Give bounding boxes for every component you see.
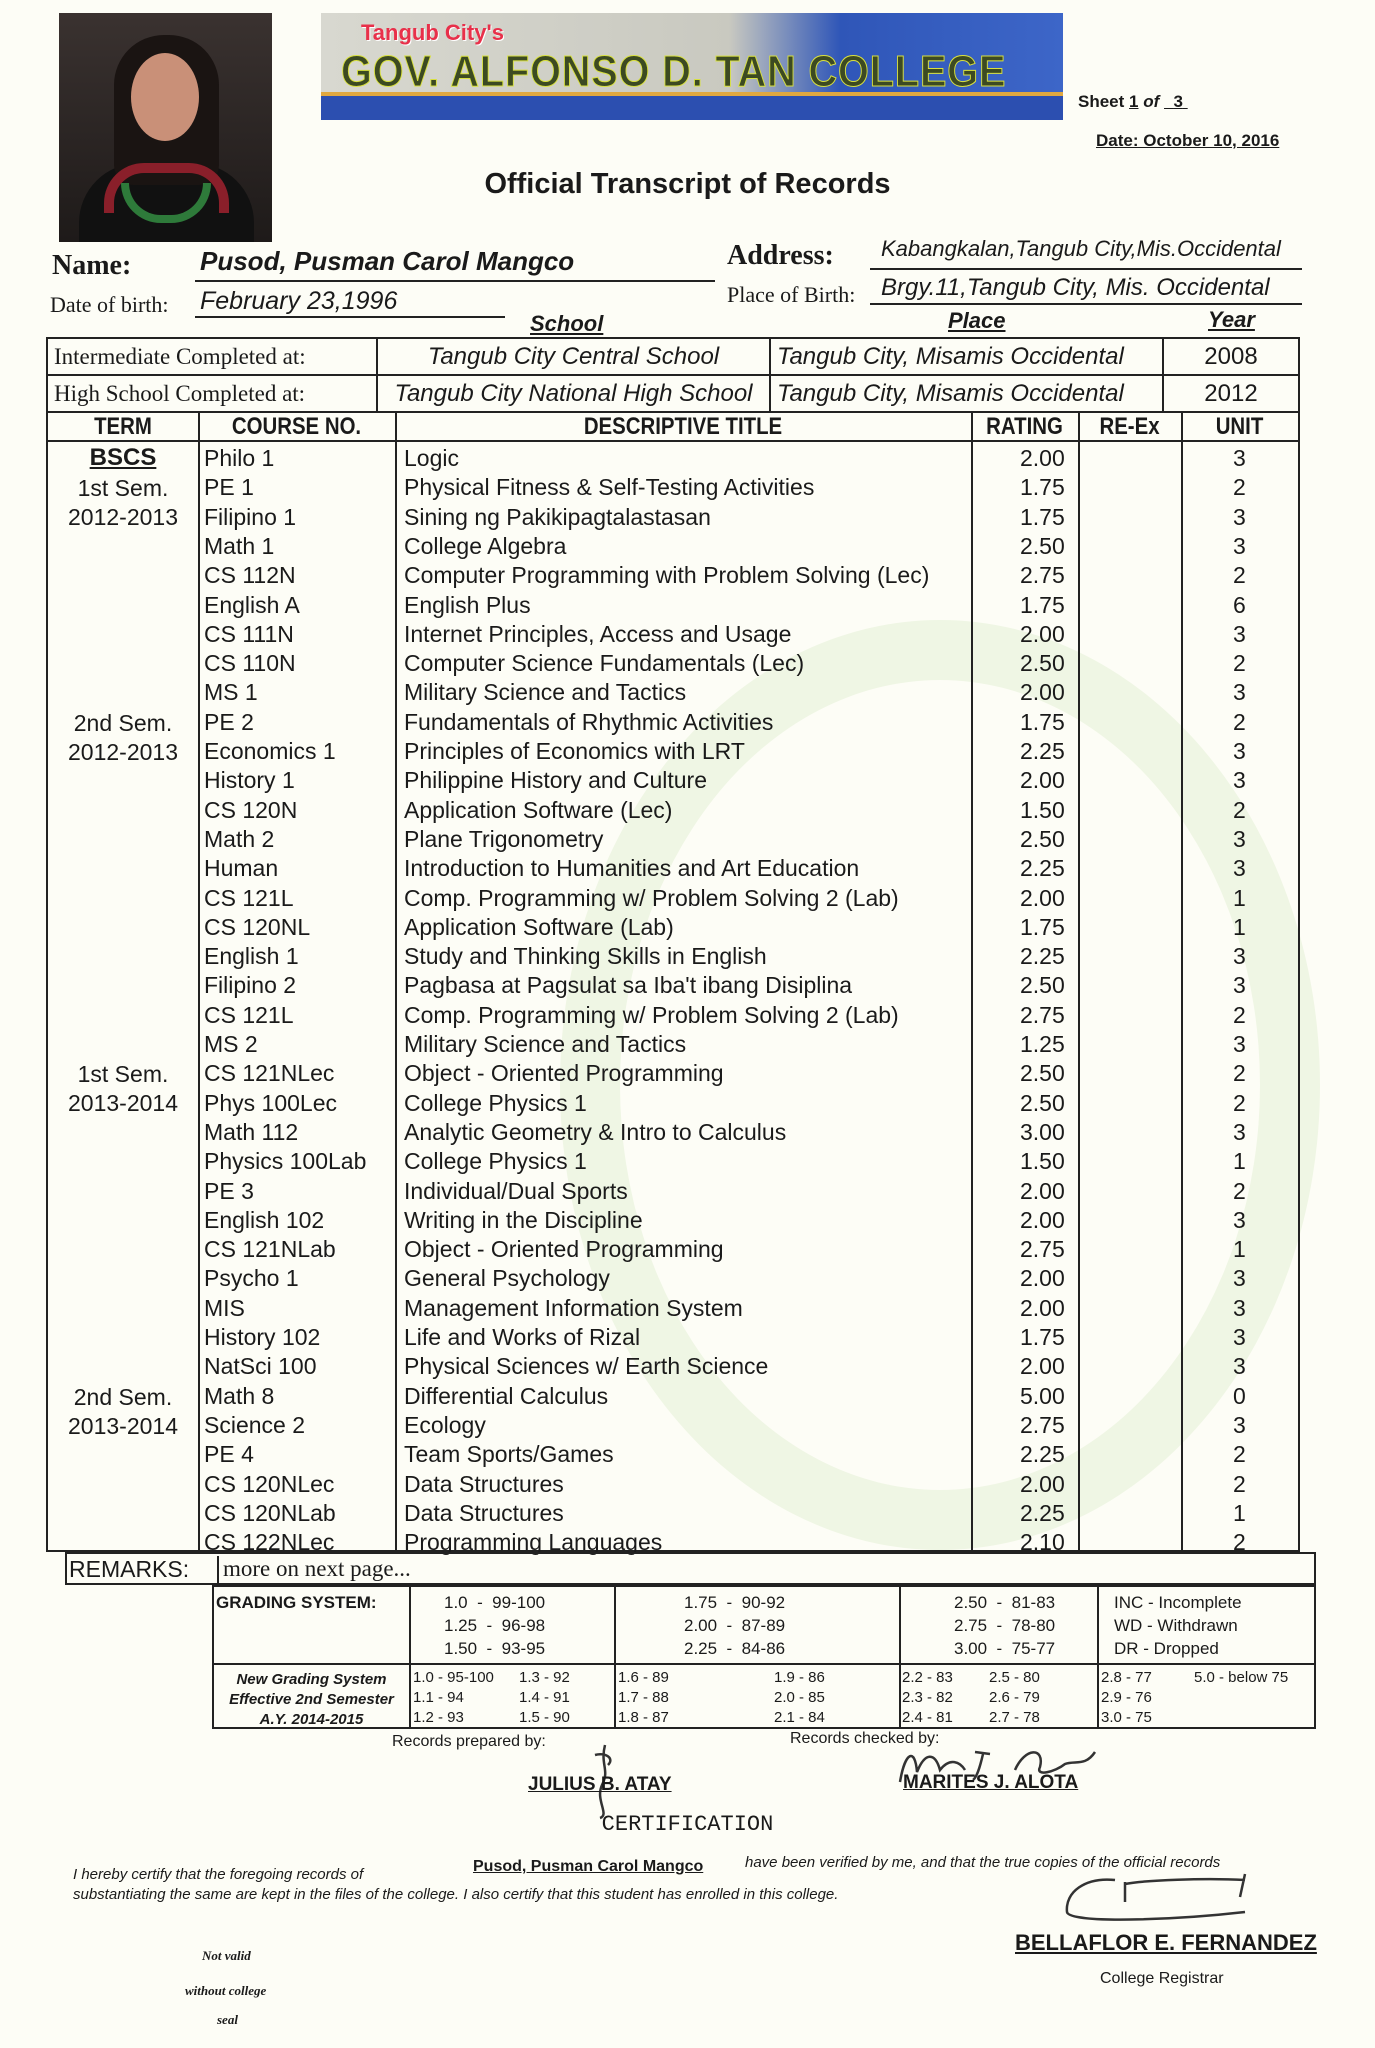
unit: 2 bbox=[1233, 1177, 1246, 1204]
name-label: Name: bbox=[52, 250, 132, 281]
grade-scale-entry: 2.00 - 87-89 bbox=[684, 1616, 786, 1635]
rating: 2.10 bbox=[1020, 1529, 1065, 1556]
course-row bbox=[48, 1117, 1298, 1146]
new-grade-scale-entry: 2.7 - 78 bbox=[989, 1709, 1040, 1726]
course-title: Comp. Programming w/ Problem Solving 2 (Lab) bbox=[404, 884, 899, 911]
course-row bbox=[48, 883, 1298, 912]
prepared-by-name: JULIUS B. ATAY bbox=[528, 1774, 672, 1795]
course-no: CS 120NLec bbox=[204, 1470, 335, 1497]
rating: 1.75 bbox=[1020, 913, 1065, 940]
address-label: Address: bbox=[727, 240, 834, 271]
banner-college-name: GOV. ALFONSO D. TAN COLLEGE bbox=[341, 47, 1007, 96]
rating: 2.75 bbox=[1020, 1001, 1065, 1028]
course-row bbox=[48, 1439, 1298, 1468]
grading-system-table bbox=[212, 1585, 1316, 1729]
course-no: PE 4 bbox=[204, 1441, 254, 1468]
rating: 2.75 bbox=[1020, 1236, 1065, 1263]
unit: 3 bbox=[1233, 620, 1246, 647]
rating: 2.00 bbox=[1020, 620, 1065, 647]
course-no: CS 121NLab bbox=[204, 1236, 336, 1263]
course-row bbox=[48, 707, 1298, 736]
course-no: History 102 bbox=[204, 1324, 321, 1350]
course-title: Study and Thinking Skills in English bbox=[404, 943, 767, 970]
grade-scale-entry: 2.75 - 78-80 bbox=[954, 1616, 1056, 1635]
course-row bbox=[48, 1029, 1298, 1058]
pob-label: Place of Birth: bbox=[727, 282, 856, 307]
seal-note-3: seal bbox=[217, 2012, 238, 2027]
course-row bbox=[48, 1205, 1298, 1234]
unit: 3 bbox=[1233, 1294, 1246, 1321]
new-grade-scale-entry: 1.4 - 91 bbox=[519, 1689, 570, 1706]
registrar-signature bbox=[1055, 1872, 1255, 1927]
term-label: 2nd Sem. 2013-2014 bbox=[68, 1383, 178, 1439]
course-row bbox=[48, 1234, 1298, 1263]
rating: 2.75 bbox=[1020, 1411, 1065, 1438]
rating: 2.50 bbox=[1020, 1089, 1065, 1116]
certification-heading: CERTIFICATION bbox=[601, 1812, 774, 1837]
course-no: Philo 1 bbox=[204, 445, 275, 471]
unit: 1 bbox=[1233, 1236, 1246, 1263]
course-title: Differential Calculus bbox=[404, 1382, 609, 1409]
year-header: Year bbox=[1208, 307, 1255, 332]
rating: 2.75 bbox=[1020, 562, 1065, 589]
unit: 2 bbox=[1233, 562, 1246, 589]
rating: 1.75 bbox=[1020, 503, 1065, 530]
course-no: PE 2 bbox=[204, 708, 254, 735]
unit: 2 bbox=[1233, 1089, 1246, 1116]
course-no: CS 111N bbox=[204, 620, 294, 647]
unit: 2 bbox=[1233, 1529, 1246, 1556]
checked-by-name: MARITES J. ALOTA bbox=[903, 1772, 1079, 1793]
course-title: Fundamentals of Rhythmic Activities bbox=[404, 708, 774, 735]
course-no: Phys 100Lec bbox=[204, 1089, 337, 1116]
course-row bbox=[48, 765, 1298, 794]
course-row bbox=[48, 1000, 1298, 1029]
new-grade-scale-entry: 1.7 - 88 bbox=[618, 1689, 669, 1706]
course-row bbox=[48, 736, 1298, 765]
checked-by-label: Records checked by: bbox=[790, 1730, 940, 1747]
rating: 2.50 bbox=[1020, 650, 1065, 677]
new-grading-label: Effective 2nd Semester bbox=[229, 1691, 394, 1708]
rating: 2.00 bbox=[1020, 1265, 1065, 1292]
place-header: Place bbox=[948, 308, 1006, 333]
unit: 3 bbox=[1233, 1324, 1246, 1350]
unit: 2 bbox=[1233, 1441, 1246, 1468]
header-reex: RE-Ex bbox=[1099, 413, 1160, 440]
rating: 1.75 bbox=[1020, 1324, 1065, 1350]
course-no: MS 1 bbox=[204, 679, 258, 706]
new-grading-label: New Grading System bbox=[236, 1671, 387, 1688]
unit: 3 bbox=[1233, 943, 1246, 970]
rating: 2.25 bbox=[1020, 1499, 1065, 1526]
course-row bbox=[48, 824, 1298, 853]
registrar-title: College Registrar bbox=[1100, 1970, 1224, 1987]
unit: 3 bbox=[1233, 825, 1246, 852]
grade-scale-entry: 2.50 - 81-83 bbox=[954, 1593, 1056, 1612]
dob-value: February 23,1996 bbox=[200, 287, 398, 315]
education-table bbox=[46, 337, 1300, 413]
new-grade-scale-entry: 2.6 - 79 bbox=[989, 1689, 1040, 1706]
remarks-row bbox=[65, 1552, 1316, 1585]
course-title: English Plus bbox=[404, 591, 531, 618]
unit: 3 bbox=[1233, 679, 1246, 706]
dob-label: Date of birth: bbox=[50, 292, 169, 317]
unit: 2 bbox=[1233, 650, 1246, 677]
course-title: General Psychology bbox=[404, 1265, 610, 1292]
course-row bbox=[48, 443, 1298, 472]
course-title: Philippine History and Culture bbox=[404, 767, 707, 794]
rating: 1.25 bbox=[1020, 1031, 1065, 1057]
rating: 5.00 bbox=[1020, 1382, 1065, 1409]
unit: 1 bbox=[1233, 1148, 1246, 1175]
course-row bbox=[48, 472, 1298, 501]
course-title: Sining ng Pakikipagtalastasan bbox=[404, 503, 711, 530]
course-title: Introduction to Humanities and Art Education bbox=[404, 855, 860, 882]
course-title: Object - Oriented Programming bbox=[404, 1060, 724, 1087]
rating: 1.75 bbox=[1020, 591, 1065, 618]
new-grading-label: A.Y. 2014-2015 bbox=[259, 1711, 364, 1728]
term-label: 1st Sem. 2013-2014 bbox=[68, 1061, 178, 1117]
course-row bbox=[48, 590, 1298, 619]
unit: 3 bbox=[1233, 1031, 1246, 1057]
page-title: Official Transcript of Records bbox=[484, 168, 891, 200]
rating: 2.50 bbox=[1020, 972, 1065, 999]
grade-scale-entry: 1.0 - 99-100 bbox=[444, 1593, 546, 1612]
course-title: Analytic Geometry & Intro to Calculus bbox=[404, 1118, 787, 1145]
course-row bbox=[48, 1176, 1298, 1205]
certification-text-1: I hereby certify that the foregoing records of bbox=[73, 1866, 364, 1883]
unit: 2 bbox=[1233, 796, 1246, 823]
new-grade-scale-entry: 2.5 - 80 bbox=[989, 1669, 1040, 1686]
course-title: College Algebra bbox=[404, 532, 567, 559]
unit: 3 bbox=[1233, 1118, 1246, 1145]
grading-label: GRADING SYSTEM: bbox=[216, 1593, 377, 1612]
course-no: CS 112N bbox=[204, 562, 296, 589]
unit: 3 bbox=[1233, 445, 1246, 471]
course-title: College Physics 1 bbox=[404, 1148, 587, 1175]
term-label: 2nd Sem. 2012-2013 bbox=[68, 709, 178, 765]
rating: 2.50 bbox=[1020, 532, 1065, 559]
grade-scale-entry: 3.00 - 75-77 bbox=[954, 1639, 1056, 1658]
course-title: Management Information System bbox=[404, 1294, 743, 1321]
course-no: PE 1 bbox=[204, 474, 254, 501]
new-grade-scale-entry: 1.5 - 90 bbox=[519, 1709, 570, 1726]
prepared-by-label: Records prepared by: bbox=[392, 1733, 546, 1750]
rating: 2.00 bbox=[1020, 1470, 1065, 1497]
new-grade-scale-entry: 1.8 - 87 bbox=[618, 1709, 669, 1726]
header-title: DESCRIPTIVE TITLE bbox=[583, 413, 783, 440]
course-title: Military Science and Tactics bbox=[404, 679, 687, 706]
course-no: Economics 1 bbox=[204, 738, 336, 764]
course-title: Ecology bbox=[404, 1411, 486, 1438]
new-grade-scale-entry: 1.2 - 93 bbox=[413, 1709, 464, 1726]
education-row-highschool: High School Completed at: Tangub City National High School Tangub City, Misamis Occidental 2012 bbox=[47, 375, 1299, 412]
rating: 2.00 bbox=[1020, 679, 1065, 706]
student-photo bbox=[59, 13, 272, 242]
rating: 3.00 bbox=[1020, 1118, 1065, 1145]
grades-header bbox=[48, 413, 1298, 442]
college-banner-logo bbox=[321, 13, 1063, 120]
course-no: English 1 bbox=[204, 943, 299, 970]
unit: 1 bbox=[1233, 913, 1246, 940]
rating: 2.50 bbox=[1020, 1060, 1065, 1087]
new-grade-scale-entry: 1.6 - 89 bbox=[618, 1669, 669, 1686]
course-title: Individual/Dual Sports bbox=[404, 1177, 628, 1204]
course-no: English A bbox=[204, 591, 300, 618]
remarks-label: REMARKS: bbox=[69, 1556, 190, 1582]
unit: 6 bbox=[1233, 591, 1246, 618]
course-row bbox=[48, 1293, 1298, 1322]
new-grade-scale-entry: 2.1 - 84 bbox=[774, 1709, 825, 1726]
course-title: Life and Works of Rizal bbox=[404, 1324, 641, 1350]
course-no: MIS bbox=[204, 1294, 245, 1321]
course-title: Team Sports/Games bbox=[404, 1441, 614, 1468]
rating: 2.25 bbox=[1020, 1441, 1065, 1468]
course-title: Military Science and Tactics bbox=[404, 1031, 687, 1057]
rating: 1.75 bbox=[1020, 474, 1065, 501]
certification-text-3: substantiating the same are kept in the files of the college. I also certify that this student has enrolled in this college. bbox=[73, 1886, 839, 1903]
registrar-name: BELLAFLOR E. FERNANDEZ bbox=[1015, 1930, 1317, 1955]
unit: 3 bbox=[1233, 532, 1246, 559]
course-row bbox=[48, 1263, 1298, 1292]
course-row bbox=[48, 941, 1298, 970]
rating: 1.75 bbox=[1020, 708, 1065, 735]
course-no: Math 112 bbox=[204, 1118, 299, 1145]
banner-tagline: Tangub City's bbox=[361, 20, 504, 45]
unit: 3 bbox=[1233, 972, 1246, 999]
header-unit: UNIT bbox=[1215, 413, 1264, 440]
course-row bbox=[48, 531, 1298, 560]
unit: 3 bbox=[1233, 855, 1246, 882]
grade-scale-entry: 2.25 - 84-86 bbox=[684, 1639, 786, 1658]
unit: 2 bbox=[1233, 1470, 1246, 1497]
unit: 3 bbox=[1233, 738, 1246, 764]
course-row bbox=[48, 560, 1298, 589]
unit: 3 bbox=[1233, 1411, 1246, 1438]
unit: 1 bbox=[1233, 1499, 1246, 1526]
unit: 2 bbox=[1233, 474, 1246, 501]
course-title: Internet Principles, Access and Usage bbox=[404, 620, 792, 647]
new-grade-scale-entry: 3.0 - 75 bbox=[1101, 1709, 1152, 1726]
course-no: Science 2 bbox=[204, 1411, 306, 1438]
course-title: Pagbasa at Pagsulat sa Iba't ibang Disiplina bbox=[404, 972, 853, 999]
course-row bbox=[48, 677, 1298, 706]
course-row bbox=[48, 1469, 1298, 1498]
new-grade-scale-entry: 2.8 - 77 bbox=[1101, 1669, 1152, 1686]
course-row bbox=[48, 619, 1298, 648]
pob-value: Brgy.11,Tangub City, Mis. Occidental bbox=[881, 274, 1270, 301]
seal-note-1: Not valid bbox=[202, 1948, 251, 1963]
term-label: 1st Sem. 2012-2013 bbox=[68, 475, 178, 531]
course-row bbox=[48, 795, 1298, 824]
course-no: CS 110N bbox=[204, 650, 296, 677]
course-title: College Physics 1 bbox=[404, 1089, 587, 1116]
course-no: CS 121NLec bbox=[204, 1060, 335, 1087]
header-rating: RATING bbox=[986, 413, 1063, 440]
new-grade-scale-entry: 2.3 - 82 bbox=[902, 1689, 953, 1706]
rating: 2.00 bbox=[1020, 1353, 1065, 1380]
rating: 2.00 bbox=[1020, 445, 1065, 471]
remarks-text: more on next page... bbox=[217, 1556, 411, 1585]
course-title: Object - Oriented Programming bbox=[404, 1236, 724, 1263]
course-no: CS 121L bbox=[204, 1001, 294, 1028]
new-grade-scale-entry: 1.0 - 95-100 bbox=[413, 1669, 494, 1686]
grade-scale-entry: 1.50 - 93-95 bbox=[444, 1639, 546, 1658]
rating: 2.00 bbox=[1020, 1206, 1065, 1233]
course-row bbox=[48, 1410, 1298, 1439]
course-no: CS 120NLab bbox=[204, 1499, 336, 1526]
course-no: PE 3 bbox=[204, 1177, 254, 1204]
rating: 2.00 bbox=[1020, 767, 1065, 794]
program-label: BSCS bbox=[89, 444, 157, 471]
course-no: Human bbox=[204, 855, 279, 882]
course-no: Math 1 bbox=[204, 532, 275, 559]
course-row bbox=[48, 1381, 1298, 1410]
course-row bbox=[48, 648, 1298, 677]
rating: 2.50 bbox=[1020, 825, 1065, 852]
course-no: Physics 100Lab bbox=[204, 1148, 367, 1175]
course-title: Computer Science Fundamentals (Lec) bbox=[404, 650, 805, 677]
course-row bbox=[48, 502, 1298, 531]
header-term: TERM bbox=[94, 413, 152, 440]
grade-scale-entry: DR - Dropped bbox=[1114, 1639, 1219, 1658]
sheet-number: Sheet 1 of 3 bbox=[1078, 92, 1183, 111]
new-grade-scale-entry: 2.2 - 83 bbox=[902, 1669, 953, 1686]
course-title: Principles of Economics with LRT bbox=[404, 738, 745, 764]
grade-scale-entry: 1.25 - 96-98 bbox=[444, 1616, 546, 1635]
new-grade-scale-entry: 5.0 - below 75 bbox=[1194, 1669, 1289, 1686]
education-row-intermediate: Intermediate Completed at: Tangub City Central School Tangub City, Misamis Occidental 2008 bbox=[47, 338, 1299, 375]
course-row bbox=[48, 1498, 1298, 1527]
unit: 2 bbox=[1233, 1060, 1246, 1087]
seal-note-2: without college bbox=[185, 1983, 267, 1998]
course-row bbox=[48, 1322, 1298, 1351]
new-grade-scale-entry: 2.4 - 81 bbox=[902, 1709, 953, 1726]
grades-table bbox=[46, 411, 1300, 1556]
course-no: CS 120NL bbox=[204, 913, 311, 940]
course-row bbox=[48, 1351, 1298, 1380]
course-no: Filipino 2 bbox=[204, 972, 297, 999]
unit: 0 bbox=[1233, 1382, 1246, 1409]
course-title: Data Structures bbox=[404, 1470, 564, 1497]
unit: 3 bbox=[1233, 1353, 1246, 1380]
course-title: Writing in the Discipline bbox=[404, 1206, 643, 1233]
new-grade-scale-entry: 2.0 - 85 bbox=[774, 1689, 825, 1706]
school-header: School bbox=[530, 311, 604, 336]
course-no: Math 8 bbox=[204, 1382, 275, 1409]
course-title: Physical Sciences w/ Earth Science bbox=[404, 1353, 769, 1380]
rating: 2.25 bbox=[1020, 855, 1065, 882]
unit: 2 bbox=[1233, 1001, 1246, 1028]
course-title: Application Software (Lec) bbox=[404, 796, 673, 823]
rating: 2.00 bbox=[1020, 1177, 1065, 1204]
rating: 2.00 bbox=[1020, 884, 1065, 911]
unit: 1 bbox=[1233, 884, 1246, 911]
unit: 3 bbox=[1233, 767, 1246, 794]
rating: 2.25 bbox=[1020, 943, 1065, 970]
rating: 2.25 bbox=[1020, 738, 1065, 764]
student-name: Pusod, Pusman Carol Mangco bbox=[200, 246, 575, 276]
course-row bbox=[48, 912, 1298, 941]
course-no: CS 120N bbox=[204, 796, 298, 823]
course-title: Logic bbox=[404, 445, 459, 471]
rating: 1.50 bbox=[1020, 1148, 1065, 1175]
course-title: Physical Fitness & Self-Testing Activities bbox=[404, 474, 815, 501]
new-grade-scale-entry: 2.9 - 76 bbox=[1101, 1689, 1152, 1706]
course-title: Computer Programming with Problem Solving (Lec) bbox=[404, 562, 930, 589]
course-title: Programming Languages bbox=[404, 1529, 663, 1556]
course-no: English 102 bbox=[204, 1206, 325, 1233]
course-row bbox=[48, 970, 1298, 999]
new-grade-scale-entry: 1.9 - 86 bbox=[774, 1669, 825, 1686]
rating: 2.00 bbox=[1020, 1294, 1065, 1321]
rating: 1.50 bbox=[1020, 796, 1065, 823]
new-grade-scale-entry: 1.3 - 92 bbox=[519, 1669, 570, 1686]
address-value: Kabangkalan,Tangub City,Mis.Occidental bbox=[881, 236, 1281, 261]
grade-scale-entry: INC - Incomplete bbox=[1114, 1593, 1242, 1612]
course-row bbox=[48, 1146, 1298, 1175]
course-row bbox=[48, 1088, 1298, 1117]
course-no: Psycho 1 bbox=[204, 1265, 299, 1292]
grade-scale-entry: WD - Withdrawn bbox=[1114, 1616, 1238, 1635]
unit: 3 bbox=[1233, 503, 1246, 530]
course-title: Data Structures bbox=[404, 1499, 564, 1526]
date: Date: October 10, 2016 bbox=[1096, 131, 1280, 150]
course-title: Plane Trigonometry bbox=[404, 825, 604, 852]
course-no: NatSci 100 bbox=[204, 1353, 317, 1380]
grade-scale-entry: 1.75 - 90-92 bbox=[684, 1593, 786, 1612]
certification-student-name: Pusod, Pusman Carol Mangco bbox=[473, 1858, 704, 1875]
unit: 3 bbox=[1233, 1265, 1246, 1292]
course-no: CS 121L bbox=[204, 884, 294, 911]
course-title: Comp. Programming w/ Problem Solving 2 (Lab) bbox=[404, 1001, 899, 1028]
header-course: COURSE NO. bbox=[231, 413, 362, 440]
unit: 2 bbox=[1233, 708, 1246, 735]
course-row bbox=[48, 1058, 1298, 1087]
unit: 3 bbox=[1233, 1206, 1246, 1233]
course-no: Filipino 1 bbox=[204, 503, 297, 530]
course-no: MS 2 bbox=[204, 1031, 258, 1057]
course-row bbox=[48, 853, 1298, 882]
course-title: Application Software (Lab) bbox=[404, 913, 674, 940]
certification-text-2: have been verified by me, and that the true copies of the official records bbox=[745, 1854, 1221, 1871]
course-no: History 1 bbox=[204, 767, 295, 794]
course-no: Math 2 bbox=[204, 825, 275, 852]
new-grade-scale-entry: 1.1 - 94 bbox=[413, 1689, 464, 1706]
course-no: CS 122NLec bbox=[204, 1529, 335, 1556]
